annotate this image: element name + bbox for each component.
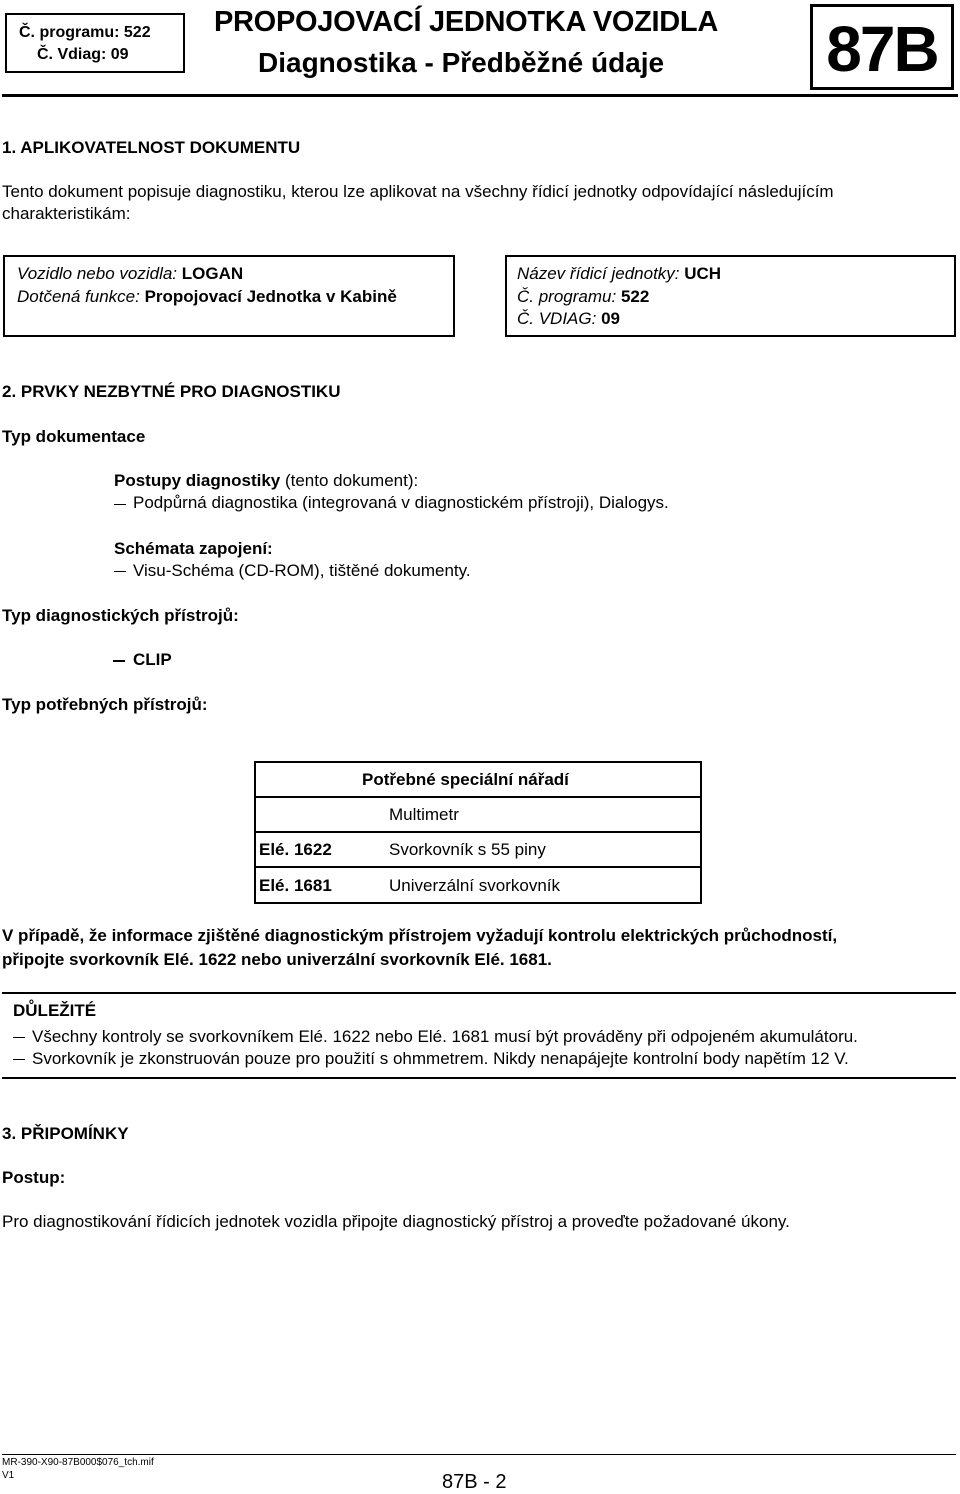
footer-file-ref: MR-390-X90-87B000$076_tch.mif [2,1457,154,1468]
doc-type-heading: Typ dokumentace [2,427,146,446]
schemes-item: Visu-Schéma (CD-ROM), tištěné dokumenty. [133,561,471,580]
continuity-note [2,925,837,971]
vehicle-value: LOGAN [181,264,244,283]
intro-line-2: charakteristikám: [2,204,131,223]
section-code: 87B [826,13,938,85]
tools-row-1-name: Multimetr [389,805,459,824]
ecu-line [517,263,721,285]
clip-dash [113,660,125,662]
procedure-heading: Postup: [2,1168,66,1187]
section3-heading: 3. PŘIPOMÍNKY [2,1124,129,1143]
section-code-box [810,4,954,90]
ecu-box [505,255,956,337]
section1-heading: 1. APLIKOVATELNOST DOKUMENTU [2,138,301,157]
ecu-label: Název řídicí jednotky: [517,264,685,283]
vehicle-box [3,255,455,337]
tools-table-rule-2 [254,831,702,833]
vehicle-label: Vozidlo nebo vozidla: [17,264,182,283]
clip-item: CLIP [133,650,172,669]
schemes-heading: Schémata zapojení: [114,539,273,558]
procedures-bold: Postupy diagnostiky [114,471,281,490]
procedures-item: Podpůrná diagnostika (integrovaná v diagnostickém přístroji), Dialogys. [133,493,669,512]
page-number: 87B - 2 [442,1471,507,1493]
important-top-rule [2,992,956,994]
program-label: Č. programu: [517,287,621,306]
page-subtitle: Diagnostika - Předběžné údaje [258,47,665,78]
important-item-2: Svorkovník je zkonstruován pouze pro použití s ohmmetrem. Nikdy nenapájejte kontrolní body napětím 12 V. [32,1049,849,1068]
tools-table-header: Potřebné speciální nářadí [362,770,569,789]
tools-row-2-code: Elé. 1622 [259,840,332,859]
section2-heading: 2. PRVKY NEZBYTNÉ PRO DIAGNOSTIKU [2,382,341,401]
vdiag-value: 09 [601,309,620,328]
procedures-rest: (tento dokument): [280,471,419,490]
note-line-2: připojte svorkovník Elé. 1622 nebo univerzální svorkovník Elé. 1681. [2,950,552,969]
tools-table-rule-3 [254,866,702,868]
footer-version: V1 [2,1470,15,1481]
diag-tools-heading: Typ diagnostických přístrojů: [2,606,239,625]
important-heading: DŮLEŽITÉ [13,1001,97,1020]
program-line [517,286,649,308]
program-info-box [5,13,185,73]
header-rule [2,94,958,97]
tools-table-rule-1 [254,796,702,798]
important-bottom-rule [2,1077,956,1079]
function-line [17,286,397,308]
page-title: PROPOJOVACÍ JEDNOTKA VOZIDLA [214,6,718,38]
schemes-dash [114,571,126,572]
vehicle-line [17,263,243,285]
ecu-value: UCH [684,264,722,283]
procedure-text: Pro diagnostikování řídicích jednotek vozidla připojte diagnostický přístroj a proveďte požadované úkony. [2,1212,790,1231]
section1-intro [2,181,834,225]
procedures-line [114,470,418,492]
vdiag-number: Č. Vdiag: 09 [37,46,129,63]
function-label: Dotčená funkce: [17,287,145,306]
function-value: Propojovací Jednotka v Kabině [144,287,397,306]
intro-line-1: Tento dokument popisuje diagnostiku, kterou lze aplikovat na všechny řídicí jednotky odpovídající následujícím [2,182,834,201]
needed-tools-heading: Typ potřebných přístrojů: [2,695,208,714]
vdiag-label: Č. VDIAG: [517,309,602,328]
tools-table [254,761,702,904]
program-value: 522 [620,287,650,306]
program-number: Č. programu: 522 [19,24,151,41]
procedures-dash [114,504,126,505]
important-item-1: Všechny kontroly se svorkovníkem Elé. 1622 nebo Elé. 1681 musí být prováděny při odpojeném akumulátoru. [32,1027,858,1046]
vdiag-line [517,308,620,330]
footer-rule [2,1454,956,1455]
tools-row-2-name: Svorkovník s 55 piny [389,840,546,859]
tools-row-3-name: Univerzální svorkovník [389,876,561,895]
important-dash-2 [13,1059,25,1060]
tools-row-3-code: Elé. 1681 [259,876,332,895]
important-dash-1 [13,1037,25,1038]
note-line-1: V případě, že informace zjištěné diagnostickým přístrojem vyžadují kontrolu elektrických průchodností, [2,926,838,945]
